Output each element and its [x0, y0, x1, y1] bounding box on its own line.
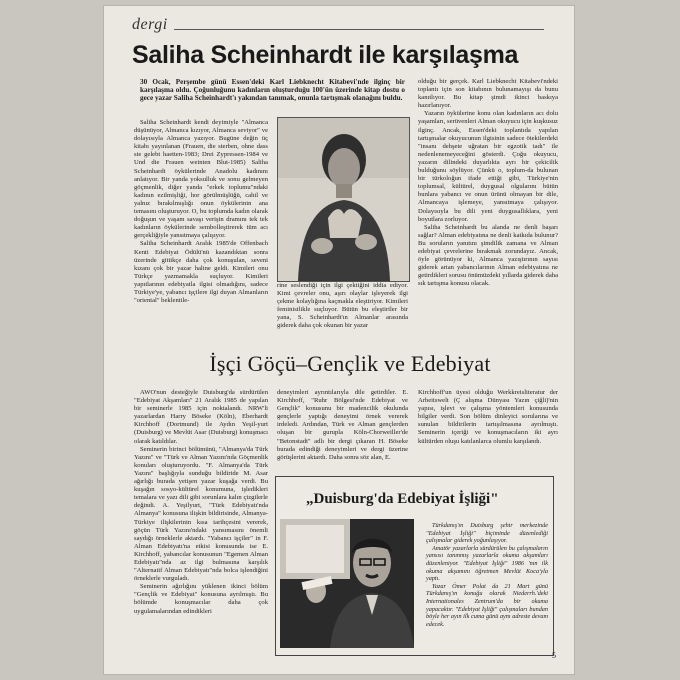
duisburg-box [275, 476, 554, 656]
page-number: 5 [552, 651, 556, 660]
paragraph: Yazarın öykülerine konu olan kadınların acı dolu yaşamları, serüvenleri Alman okuyucu için kuşkusuz ilginç. Ancak, Essen'deki toplantıda yapılan tartışmalar okuyucunun ilgisinin sadece ötekilerdeki "insanı dehşete uğratan bir egzotik tadı" ile nedenlenemeyeceğini gösterdi. Çoğu okuyucu, yazarın dilindeki duyarlıkta ayrı bir çekicilik bulduğunu söylüyor. Çünkü o, toplum-da bulunan bir türkoloğun ifade ettiği gibi, Türkiye'nin toplumsal, kültürel, duygusal olgularını bütün bunlara yabancı ve onun ürünü olmayan bir dile, Almancaya işlemeye, yansıtmaya çalışıyor. Dolayısıyla bu dili yeni duygusallıklara, yeni boyutlara zorluyor. [418, 110, 558, 223]
writer-photo [280, 519, 414, 648]
paragraph: Türkdanış'ın Duisburg şehir merkezinde "Edebiyat İşliği" biçiminde düzenlediği çalışmalar giderek yoğunlaşıyor. [426, 522, 548, 545]
paragraph: Saliha Scheinhardt bu alanda ne denli başarı sağlar? Alman edebiyatına ne denli katkıda bulunur? Bu soruların yanıtını şimdilik zamana ve Alman edebiyat çevrelerine bırakmak zorundayız. Ancak, öyle görünüyor ki, Almanca yazıştırının sayısı giderek artan yabancılarının Alman edebiyatına ne getirdikleri sorusu önümüzdeki yıllarda giderek daha sık tartışma konusu olacak. [418, 223, 558, 288]
magazine-page [104, 6, 574, 674]
paragraph: olduğu bir gerçek. Karl Liebknecht Kitabevi'ndeki toplantı için son kitabının bulunamayışı da bunu kanıtlıyor. Bu kitap şimdi ikinci baskıya hazırlanıyor. [418, 78, 558, 110]
article2-col1 [134, 389, 268, 664]
paragraph: Seminerin ağırlığını yüklenen ikinci bölüm "Gençlik ve Edebiyat" konusuna ayrılmıştı. Bu bölümde konuşmacılar daha çok uygulamalarından edindikleri [134, 583, 268, 615]
article1-lead: 30 Ocak, Perşembe günü Essen'deki Karl Liebknecht Kitabevi'nde ilginç bir karşılaşma oldu. Çoğunluğunu kadınların oluşturduğu 100'ün üzerinde kitap dostu o gece yazar Saliha Scheinhardt'ı yakından tanımak, onunla tartışmak olanağını buldu. [140, 78, 405, 103]
article1-col-left [134, 119, 268, 349]
paragraph: Saliha Scheinhardt Aralık 1985'de Offenbach Kenti Edebiyat Ödülü'nü kazandıktan sonra üzerinde gittikçe daha çok konuşulan, seveni kızanı çok bir yazar haline geldi. Kimileri onu Türkçe yazmamakla suçluyor. Kimileri yapıtlarının edebiyatla ilgisi olmadığını, sadece Türkiye'ye, yabancı işçilere ilgi duyan Almanların "oriental" beklentile- [134, 240, 268, 305]
article1-col-right [418, 78, 558, 350]
article2-col2 [277, 389, 408, 471]
box-text [426, 522, 548, 628]
header-rule [174, 29, 544, 30]
article2-title: İşçi Göçü–Gençlik ve Edebiyat [209, 351, 491, 376]
section-label: dergi [132, 16, 168, 33]
paragraph: AWO'nun desteğiyle Duisburg'da sürdürülen "Edebiyat Akşamları" 21 Aralık 1985 de yapılan bir seminerle 1985 için noktalandı. NRW'li yazarlardan Harry Böseke (Köln), Eberhardt Kirchhoff (Dortmund) ile Aydın Yeşil-yurt (Duisburg) ve Mevlüt Asar (Duisburg) konuşmacı olarak katıldılar. [134, 389, 268, 445]
article2-col3 [418, 389, 558, 471]
author-photo [277, 117, 410, 282]
paragraph: Seminerin birinci bölümünü, "Almanya'da Türk Yazını" ve "Türk ve Alman Yazını'nda Göçmenlik konuları oluşturuyordu. "F. Almanya'da Türk Yazını" başlığıyla sunduğu bildiride M. Asar ağırlığı burada yetişen yazar kuşağa verdi. Bu kuşağın sosyo-kültürel konumuna, işledikleri temalara ve yazı dili gibi sorunlara kalın çizgilerle değindi. A. Yeşilyurt, "Türk Edebiyatı'nda Almanya" konusuna ilişkin bildirisinde, Almanya-Türkiye ilişkilerinin kısa tarihçesini vererek, göçün Türk Yazını'ndaki yansımasını önemli saydığı örneklerle aktardı. "Yabancı işçiler" in F. Alman Edebiyatı'na etkisi konusunda ise E. Kirchhoff, yabancılar konusunun "Egemen Alman Edebiyatı"nda az ilgi bulmasına karşılık "Alternatif Alman Edebiyatı"nda bolca işlendiğini örneklerle vurguladı. [134, 445, 268, 583]
paragraph: Amatör yazarlarla sürdürülen bu çalışmaların yansısı tanınmış yazarlarla okuma akşamları düzenleniyor. "Edebiyat İşliği" 1986 'nın ilk okuma akşamını öğretmen Mevlüt Koca'yla yaptı. [426, 544, 548, 583]
paragraph: Kirchhoff'un üyesi olduğu Werkkreisliteratur der Arbeitswelt (Ç alışma Dünyası Yazın çiğli)'nin yapısı, işlevi ve çalışma yöntemleri konusunda bilgiler verdi. Son bölüm dinleyici sorularına ve sunulan bildirilerin tartışılmasına ayrılmıştı. Seminerin içeriği ve konuşmacıların iki ayrı kültürden oluşu katılanlarca olumlu karşılandı. [418, 389, 558, 445]
paragraph: deneyimleri ayrıntılarıyla dile getirdiler. E. Kirchhoff, "Ruhr Bölgesi'nde Edebiyat ve Gençlik" konusunu bir madencilik okulunda gençlerle yaptığı deneyimi örnek vererek irdeledi. Ardından, Türk ve Alman gençlerden oluşan bir gurupla Köln-Chorweiller'de "Betonstadt" adlı bir dergi çıkaran H. Böseke burada edindiği deneyimleri ve dergi üzerine görüşlerini aktardı. Daha sonra söz alan, E. [277, 389, 408, 461]
box-title: „Duisburg'da Edebiyat İşliği" [306, 491, 499, 507]
article1-col-mid [277, 282, 408, 350]
paragraph: rine seslendiği için ilgi çektiğini iddia ediyor. Kimi çevreler onu, aşırı olaylar işleyerek ilgi çekme kolaylığına kaçmakla eleştiriyor. Kimileri feministlikle suçluyor. Bütün bu eleştiriler bir yana, S. Scheinhardt'ın Almanlar arasında giderek daha çok okunan bir yazar [277, 282, 408, 330]
paragraph: Yazar Ömer Polat da 21 Mart günü Türkdanış'ın konuğu olarak Niederrh.'deki Internationales Zentrum'da bir okuma yapacaktır. "Edebiyat İşliği" çalışmaları bundan böyle her ayın ilk cuma günü aynı adreste devam edecek. [426, 582, 548, 628]
article1-title: Saliha Scheinhardt ile karşılaşma [132, 41, 519, 69]
paragraph: Saliha Scheinhardt kendi deyimiyle "Almanca düşünüyor, Almanca kızıyor, Almanca seviyor" ve dolayısıyla Almanca yazıyor. Bugüne değin üç kitabı yayınlanan (Frauen, die sterben, ohne dass sie gelebt haetten-1983; Drei Zypressen-1984 ve Und die Frauen weinten Blut-1985) Saliha Scheinhardt öykülerinde Anadolu kadınını anlatıyor. Bir yanda yoksulluk ve sonu gelmeyen göçmenlik, diğer yanda "erkek toplumu"ndaki kadının ezilmişliği, hor görülmüşlüğü, cahil ve yalnız bırakılmışlığı onun öykülerinin ana temasını oluşturuyor. O, bu toplumda kadın olarak doğuşun ve yaşam savaşı verişin dramını tek tek kadınların öykülerinde sembolleştirerek tüm acı gerçekliğiyle yansıtmaya çalışıyor. [134, 119, 268, 240]
